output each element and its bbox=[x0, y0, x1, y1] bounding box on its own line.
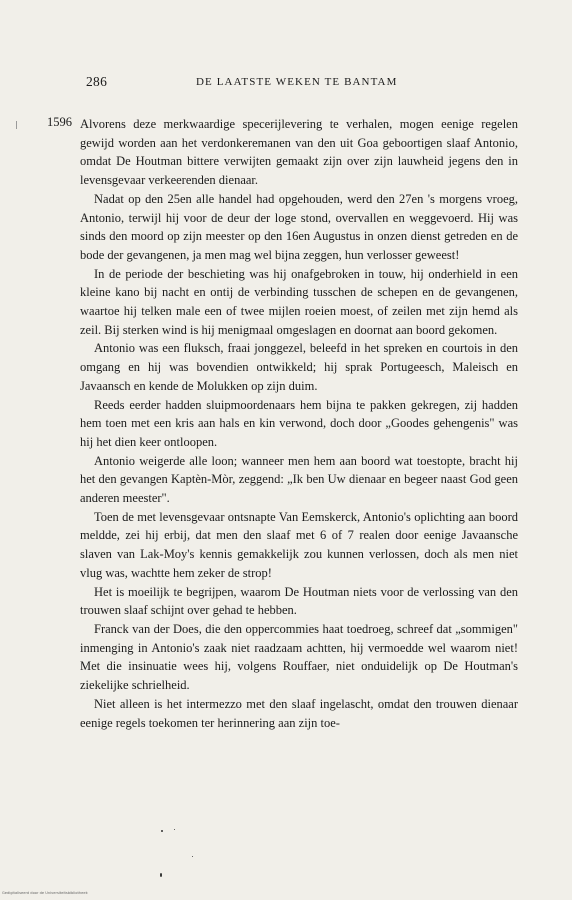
paragraph: Het is moeilijk te begrijpen, waarom De Houtman niets voor de verlossing van den trouwen slaaf schijnt over gehad te hebben. bbox=[80, 584, 518, 618]
paragraph: Franck van der Does, die den oppercommies haat toedroeg, schreef dat „sommigen" inmenging in Antonio's zaak niet raadzaam achtten, hij vermoedde wel waarom niet! Met die insinuatie wees hij, volgens Rouffaer, niet onduidelijk op De Houtman's ziekelijke schrielheid. bbox=[80, 621, 518, 693]
page-number: 286 bbox=[86, 74, 108, 89]
ink-speck bbox=[161, 830, 163, 832]
margin-year: 1596 bbox=[47, 115, 72, 129]
ink-speck bbox=[192, 856, 193, 857]
paragraph: Antonio was een fluksch, fraai jonggezel, beleefd in het spreken en courtois in den omgang en hij was bovendien ontwikkeld; hij sprak Portugeesch, Maleisch en Javaansch en kende de Molukken op zijn duim. bbox=[80, 341, 518, 393]
running-head: DE LAATSTE WEKEN TE BANTAM bbox=[196, 76, 398, 88]
paragraph: Nadat op den 25en alle handel had opgehouden, werd den 27en 's morgens vroeg, Antonio, terwijl hij voor de deur der loge stond, overvallen en weggevoerd. Hij was sinds den moord op zijn meester op den 16en Augustus in onzen dienst getreden en de bode der gevangenen, ja men mag wel bijna zeggen, hun verlosser geweest! bbox=[80, 191, 518, 262]
margin-mark bbox=[16, 121, 17, 129]
paragraph: Toen de met levensgevaar ontsnapte Van Eemskerck, Antonio's oplichting aan boord meldde, zei hij erbij, dat men den slaaf met 6 of 7 realen door eenige Javaansche slaven van Lak-Moy's kennis gemakkelijk zou kunnen verlossen, doch als men niet vlug was, wachtte hem zeker de strop! bbox=[80, 509, 518, 580]
paragraph: Alvorens deze merkwaardige specerijlevering te verhalen, mogen eenige regelen gewijd worden aan het verdonkeremanen van den uit Goa geboortigen slaaf Antonio, omdat De Houtman bittere verwijten gemaakt zijn over zijn lauwheid jegens den in levensgevaar verkeerenden dienaar. bbox=[80, 117, 518, 188]
paragraph: Reeds eerder hadden sluipmoordenaars hem bijna te pakken gekregen, zij hadden hem toen met een kris aan hals en kin verwond, doch door „Goodes gehengenis" was hij het dien keer ontloopen. bbox=[80, 397, 518, 449]
digitization-credit: Gedigitaliseerd door de Universiteitsbibliotheek bbox=[2, 891, 88, 895]
paragraph: Niet alleen is het intermezzo met den slaaf ingelascht, omdat den trouwen dienaar eenige regels toekomen ter herinnering aan zijn toe- bbox=[80, 696, 518, 730]
ink-speck bbox=[160, 873, 162, 877]
body-text bbox=[80, 115, 518, 732]
paragraph: Antonio weigerde alle loon; wanneer men hem aan boord wat toestopte, bracht hij het den gevangen Kaptèn-Mòr, zeggend: „Ik ben Uw dienaar en begeer naast God geen anderen meester". bbox=[80, 453, 518, 506]
paragraph: In de periode der beschieting was hij onafgebroken in touw, hij onderhield in een kleine kano bij nacht en ontij de verbinding tusschen de schepen en de gevangenen, waartoe hij telken male een of twee mijlen roeien moest, of zeilen met zijn hemd als zeil. Bij sterken wind is hij menigmaal omgeslagen en doornat aan boord gekomen. bbox=[80, 266, 518, 337]
ink-speck bbox=[174, 829, 175, 830]
